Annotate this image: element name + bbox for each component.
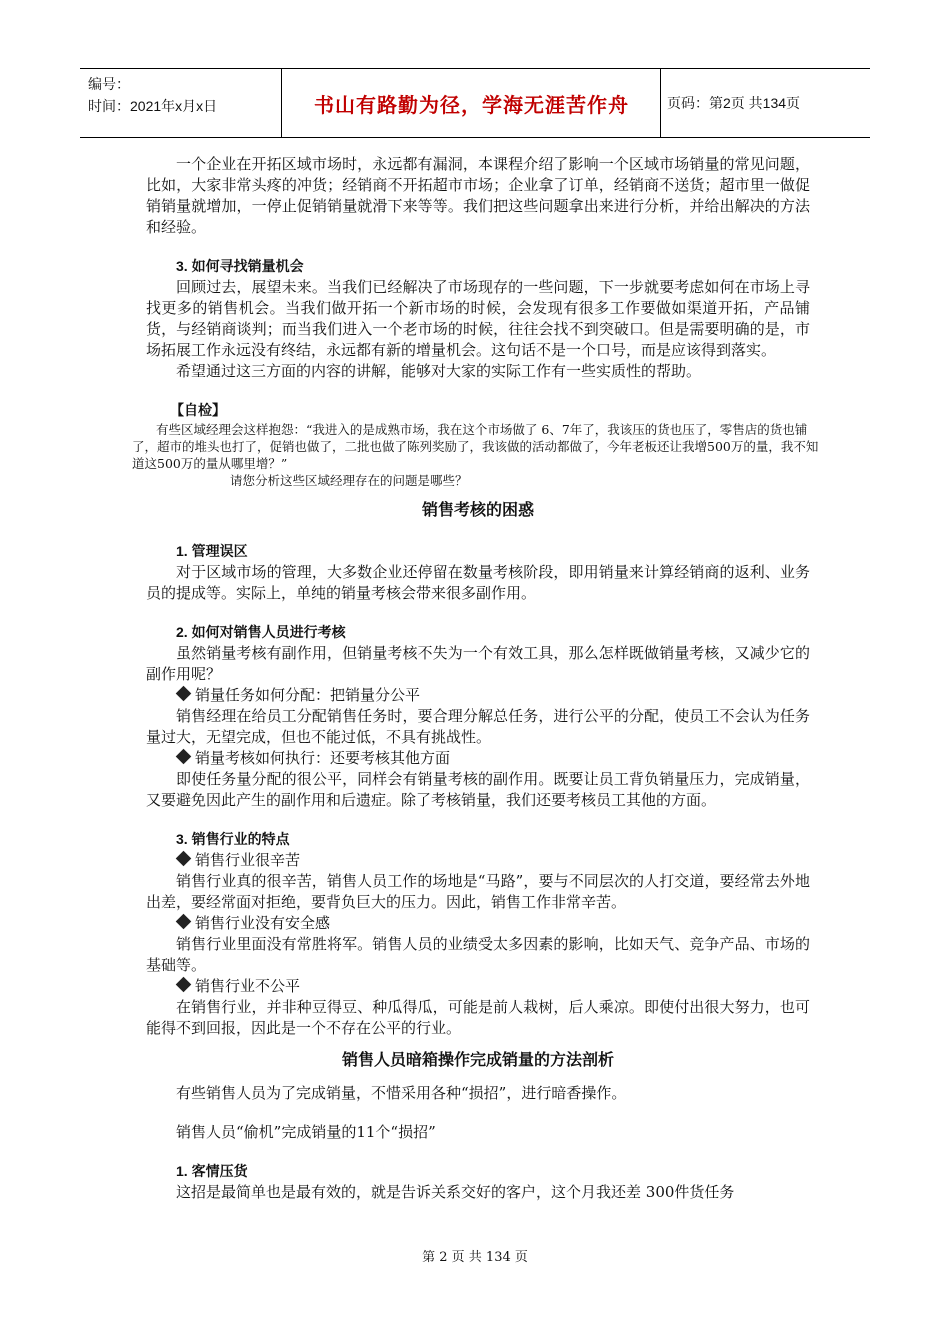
header-number: 编号： [88, 76, 130, 92]
bullet-item [146, 976, 810, 997]
header-time: 时间：2021年x月x日 [88, 98, 218, 114]
paragraph: 在销售行业，并非种豆得豆、种瓜得瓜，可能是前人栽树，后人乘凉。即使付出很大努力，也可能得不到回报，因此是一个不存在公平的行业。 [146, 998, 810, 1037]
header-page-number: 页码：第2页 共134页 [667, 95, 801, 111]
header-slogan: 书山有路勤为径，学海无涯苦作舟 [283, 69, 661, 137]
selfcheck-question: 请您分析这些区域经理存在的问题是哪些？ [230, 473, 468, 488]
section-heading: 2. 如何对销售人员进行考核 [176, 624, 346, 640]
bullet-item [146, 685, 810, 706]
paragraph: 销售经理在给员工分配销售任务时，要合理分解总任务，进行公平的分配，使员工不会认为任务量过大，无望完成，但也不能过低，不具有挑战性。 [146, 707, 810, 746]
header-left-cell [80, 69, 282, 137]
selfcheck-body: 有些区域经理会这样抱怨：“我进入的是成熟市场，我在这个市场做了 6、7年了，我该压的货也压了，零售店的货也铺了，超市的堆头也打了，促销也做了，二批也做了陈列奖励了，我该做的活动都做了，今年老板还让我增500万的量，我不知道这500万的量从哪里增？” [132, 422, 819, 471]
selfcheck-title: 【自检】 [170, 402, 226, 418]
bullet-item [146, 913, 810, 934]
bullet-text: 销售行业不公平 [195, 977, 301, 995]
paragraph: 回顾过去，展望未来。当我们已经解决了市场现存的一些问题，下一步就要考虑如何在市场上寻找更多的销售机会。当我们做开拓一个新市场的时候，会发现有很多工作要做如渠道开拓，产品铺货，与经销商谈判；而当我们进入一个老市场的时候，往往会找不到突破口。但是需要明确的是，市场拓展工作永远没有终结，永远都有新的增量机会。这句话不是一个口号，而是应该得到落实。 [146, 278, 810, 359]
section-heading: 3. 如何寻找销量机会 [176, 258, 304, 274]
bullet-text: 销售行业很辛苦 [195, 851, 301, 869]
page-footer: 第 2 页 共 134 页 [422, 1250, 528, 1265]
section-heading: 3. 销售行业的特点 [176, 831, 290, 847]
diamond-bullet-icon [176, 914, 192, 930]
paragraph: 销售行业里面没有常胜将军。销售人员的业绩受太多因素的影响，比如天气、竞争产品、市场的基础等。 [146, 935, 810, 974]
bullet-item [146, 748, 810, 769]
section-heading: 1. 客情压货 [176, 1163, 248, 1179]
section-title-kpi: 销售考核的困惑 [421, 502, 534, 519]
intro-paragraph: 一个企业在开拓区域市场时，永远都有漏洞，本课程介绍了影响一个区域市场销量的常见问题，比如，大家非常头疼的冲货；经销商不开拓超市市场；企业拿了订单，经销商不送货；超市里一做促销销量就增加，一停止促销销量就滑下来等等。我们把这些问题拿出来进行分析，并给出解决的方法和经验。 [146, 155, 810, 236]
paragraph: 虽然销量考核有副作用，但销量考核不失为一个有效工具，那么怎样既做销量考核，又减少它的副作用呢？ [146, 644, 810, 683]
diamond-bullet-icon [176, 977, 192, 993]
paragraph: 有些销售人员为了完成销量，不惜采用各种“损招”，进行暗香操作。 [176, 1084, 627, 1102]
paragraph: 销售人员“偷机”完成销量的11个“损招” [176, 1123, 436, 1141]
paragraph: 这招是最简单也是最有效的，就是告诉关系交好的客户，这个月我还差 300件货任务 [176, 1183, 735, 1201]
bullet-text: 销量考核如何执行：还要考核其他方面 [195, 749, 451, 767]
page-header [80, 68, 870, 138]
bullet-text: 销售行业没有安全感 [195, 914, 331, 932]
diamond-bullet-icon [176, 686, 192, 702]
diamond-bullet-icon [176, 749, 192, 765]
bullet-text: 销量任务如何分配：把销量分公平 [195, 686, 421, 704]
paragraph: 希望通过这三方面的内容的讲解，能够对大家的实际工作有一些实质性的帮助。 [176, 362, 702, 380]
paragraph: 销售行业真的很辛苦，销售人员工作的场地是“马路”，要与不同层次的人打交道，要经常去外地出差，要经常面对拒绝，要背负巨大的压力。因此，销售工作非常辛苦。 [146, 872, 810, 911]
paragraph: 即使任务量分配的很公平，同样会有销量考核的副作用。既要让员工背负销量压力，完成销量，又要避免因此产生的副作用和后遗症。除了考核销量，我们还要考核员工其他的方面。 [146, 770, 810, 809]
section-heading: 1. 管理误区 [176, 543, 248, 559]
paragraph: 对于区域市场的管理，大多数企业还停留在数量考核阶段，即用销量来计算经销商的返利、业务员的提成等。实际上，单纯的销量考核会带来很多副作用。 [146, 563, 810, 602]
bullet-item [146, 850, 810, 871]
diamond-bullet-icon [176, 851, 192, 867]
section-title-dark: 销售人员暗箱操作完成销量的方法剖析 [341, 1052, 614, 1069]
document-body [132, 154, 819, 1203]
